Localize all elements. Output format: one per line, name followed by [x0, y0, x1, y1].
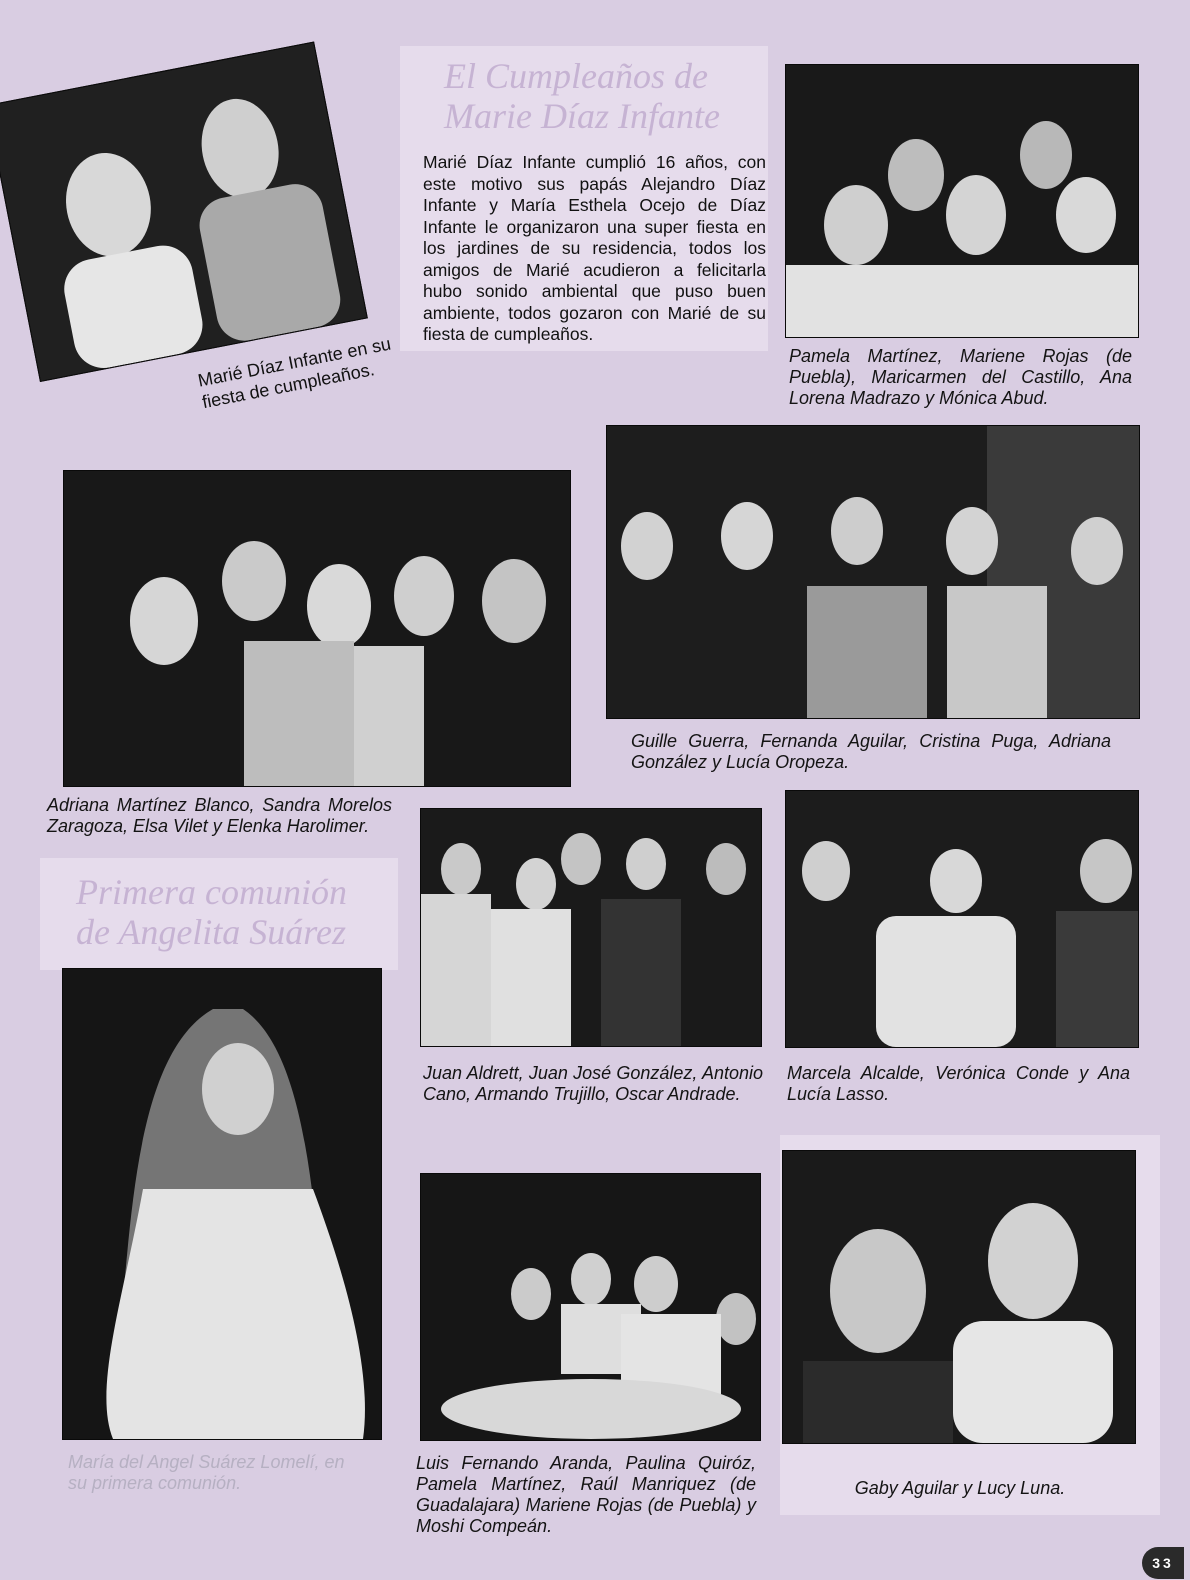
communion-photo	[62, 968, 382, 1440]
birthday-title-line2: Marie Díaz Infante	[444, 96, 720, 136]
group-photo-6-caption: Marcela Alcalde, Verónica Conde y Ana Lucía Lasso.	[787, 1063, 1130, 1104]
birthday-body-text: Marié Díaz Infante cumplió 16 años, con este motivo sus papás Alejandro Díaz Infante y María Esthela Ocejo de Díaz Infante le organizaron una super fiesta en los jardines de su residencia, todos los amigos de Marié acudieron a felicitarla hubo sonido ambiental que puso buen ambiente, todos gozaron con Marié de su fiesta de cumpleaños.	[423, 152, 766, 344]
page-number: 33	[1142, 1547, 1184, 1579]
birthday-title-line1: El Cumpleaños de	[444, 56, 708, 96]
group-photo-7	[420, 1173, 761, 1441]
group-photo-3-caption: Adriana Martínez Blanco, Sandra Morelos Zaragoza, Elsa Vilet y Elenka Harolimer.	[47, 795, 392, 836]
group-photo-5-caption: Juan Aldrett, Juan José González, Antonio Cano, Armando Trujillo, Oscar Andrade.	[423, 1063, 763, 1104]
birthday-photo	[0, 41, 368, 382]
communion-title	[76, 872, 396, 952]
birthday-title	[444, 56, 764, 136]
communion-photo-caption: María del Angel Suárez Lomelí, en su primera comunión.	[68, 1452, 345, 1493]
group-photo-7-caption: Luis Fernando Aranda, Paulina Quiróz, Pamela Martínez, Raúl Manriquez (de Guadalajara) Mariene Rojas (de Puebla) y Moshi Compeán.	[416, 1453, 756, 1536]
group-photo-5	[420, 808, 762, 1047]
group-photo-4-caption: Guille Guerra, Fernanda Aguilar, Cristina Puga, Adriana González y Lucía Oropeza.	[631, 731, 1111, 772]
group-photo-8-caption: Gaby Aguilar y Lucy Luna.	[854, 1478, 1066, 1498]
group-photo-3	[63, 470, 571, 787]
birthday-photo-caption: Marié Díaz Infante en su fiesta de cumpleaños.	[196, 333, 393, 413]
group-photo-2-caption: Pamela Martínez, Mariene Rojas (de Puebla), Maricarmen del Castillo, Ana Lorena Madrazo y Mónica Abud.	[789, 346, 1132, 408]
communion-title-line1: Primera comunión	[76, 872, 347, 912]
group-photo-2	[785, 64, 1139, 338]
group-photo-6	[785, 790, 1139, 1048]
group-photo-4	[606, 425, 1140, 719]
communion-title-line2: de Angelita Suárez	[76, 912, 346, 952]
group-photo-8	[782, 1150, 1136, 1444]
